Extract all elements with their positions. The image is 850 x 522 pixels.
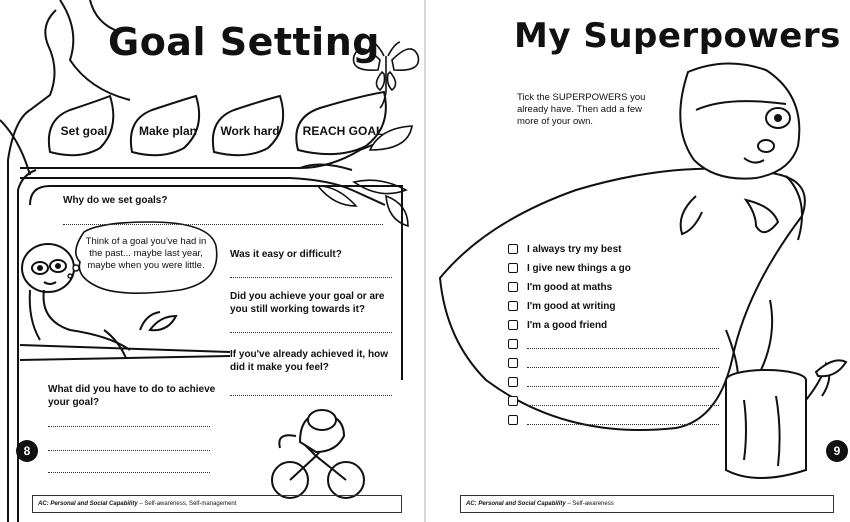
answer-line[interactable] [527,397,719,406]
blank-superpower-row[interactable] [508,337,719,351]
leaf-label-work-hard: Work hard [220,124,280,138]
answer-line[interactable] [230,332,392,333]
superpower-checkbox[interactable] [508,263,518,273]
answer-line[interactable] [48,472,210,473]
page-number: 8 [16,440,38,462]
question-how-feel: If you've already achieved it, how did it make you feel? [230,349,388,373]
superpower-row[interactable] [508,280,612,294]
superpower-row[interactable] [508,299,615,313]
instruction-text: Tick the SUPERPOWERS you already have. Then add a few more of your own. [517,92,646,127]
page-title: Goal Setting [108,20,380,64]
thought-bubble-text: Think of a goal you've had in the past... maybe last year, maybe when you were little. [85,236,207,271]
superpower-checkbox[interactable] [508,339,518,349]
curriculum-footer [460,495,834,513]
superpower-label: I'm good at writing [527,300,616,312]
superpower-checkbox[interactable] [508,301,518,311]
question-what-did-you-do: What did you have to do to achieve your goal? [48,384,216,408]
superpower-row[interactable] [508,261,631,275]
answer-line[interactable] [48,426,210,427]
superpower-row[interactable] [508,318,607,332]
superpower-checkbox[interactable] [508,415,518,425]
goal-setting-illustration [0,0,424,522]
superpower-checkbox[interactable] [508,358,518,368]
superpower-checkbox[interactable] [508,282,518,292]
answer-line[interactable] [230,277,392,278]
curriculum-footer [32,495,402,513]
question-achieved-goal: Did you achieve your goal or are you still working towards it? [230,291,385,315]
superpower-checkbox[interactable] [508,377,518,387]
superpower-label: I'm a good friend [527,319,608,331]
question-easy-or-difficult: Was it easy or difficult? [230,249,342,260]
superpower-checkbox[interactable] [508,396,518,406]
cycling-sloth [272,410,364,498]
superpower-row[interactable] [508,242,622,256]
leaf-label-reach-goal: REACH GOAL [302,124,384,138]
answer-line[interactable] [63,224,383,225]
footer-text: – Self-awareness [565,501,614,507]
tree-stump [726,360,846,478]
answer-line[interactable] [527,378,719,387]
question-why-set-goals: Why do we set goals? [63,195,168,206]
blank-superpower-row[interactable] [508,375,719,389]
goal-setting-page [0,0,424,522]
blank-superpower-row[interactable] [508,394,719,408]
leaf-label-set-goal: Set goal [60,124,108,138]
answer-line[interactable] [527,359,719,368]
superpower-checkbox[interactable] [508,320,518,330]
superpowers-page [426,0,850,522]
answer-line[interactable] [527,340,719,349]
superpower-label: I'm good at maths [527,281,613,293]
page-title: My Superpowers [514,16,841,56]
superpowers-illustration [426,0,850,522]
superpower-label: I give new things a go [527,262,631,274]
superpower-label: I always try my best [527,243,622,255]
footer-text: – Self-awareness, Self-management [137,501,237,507]
answer-line[interactable] [48,450,210,451]
answer-line[interactable] [527,416,719,425]
blank-superpower-row[interactable] [508,413,719,427]
footer-label: AC: Personal and Social Capability [466,501,566,507]
superpower-checkbox[interactable] [508,244,518,254]
blank-superpower-row[interactable] [508,356,719,370]
page-number: 9 [826,440,848,462]
leaf-label-make-plan: Make plan [138,124,198,138]
footer-label: AC: Personal and Social Capability [38,501,138,507]
answer-line[interactable] [230,395,392,396]
